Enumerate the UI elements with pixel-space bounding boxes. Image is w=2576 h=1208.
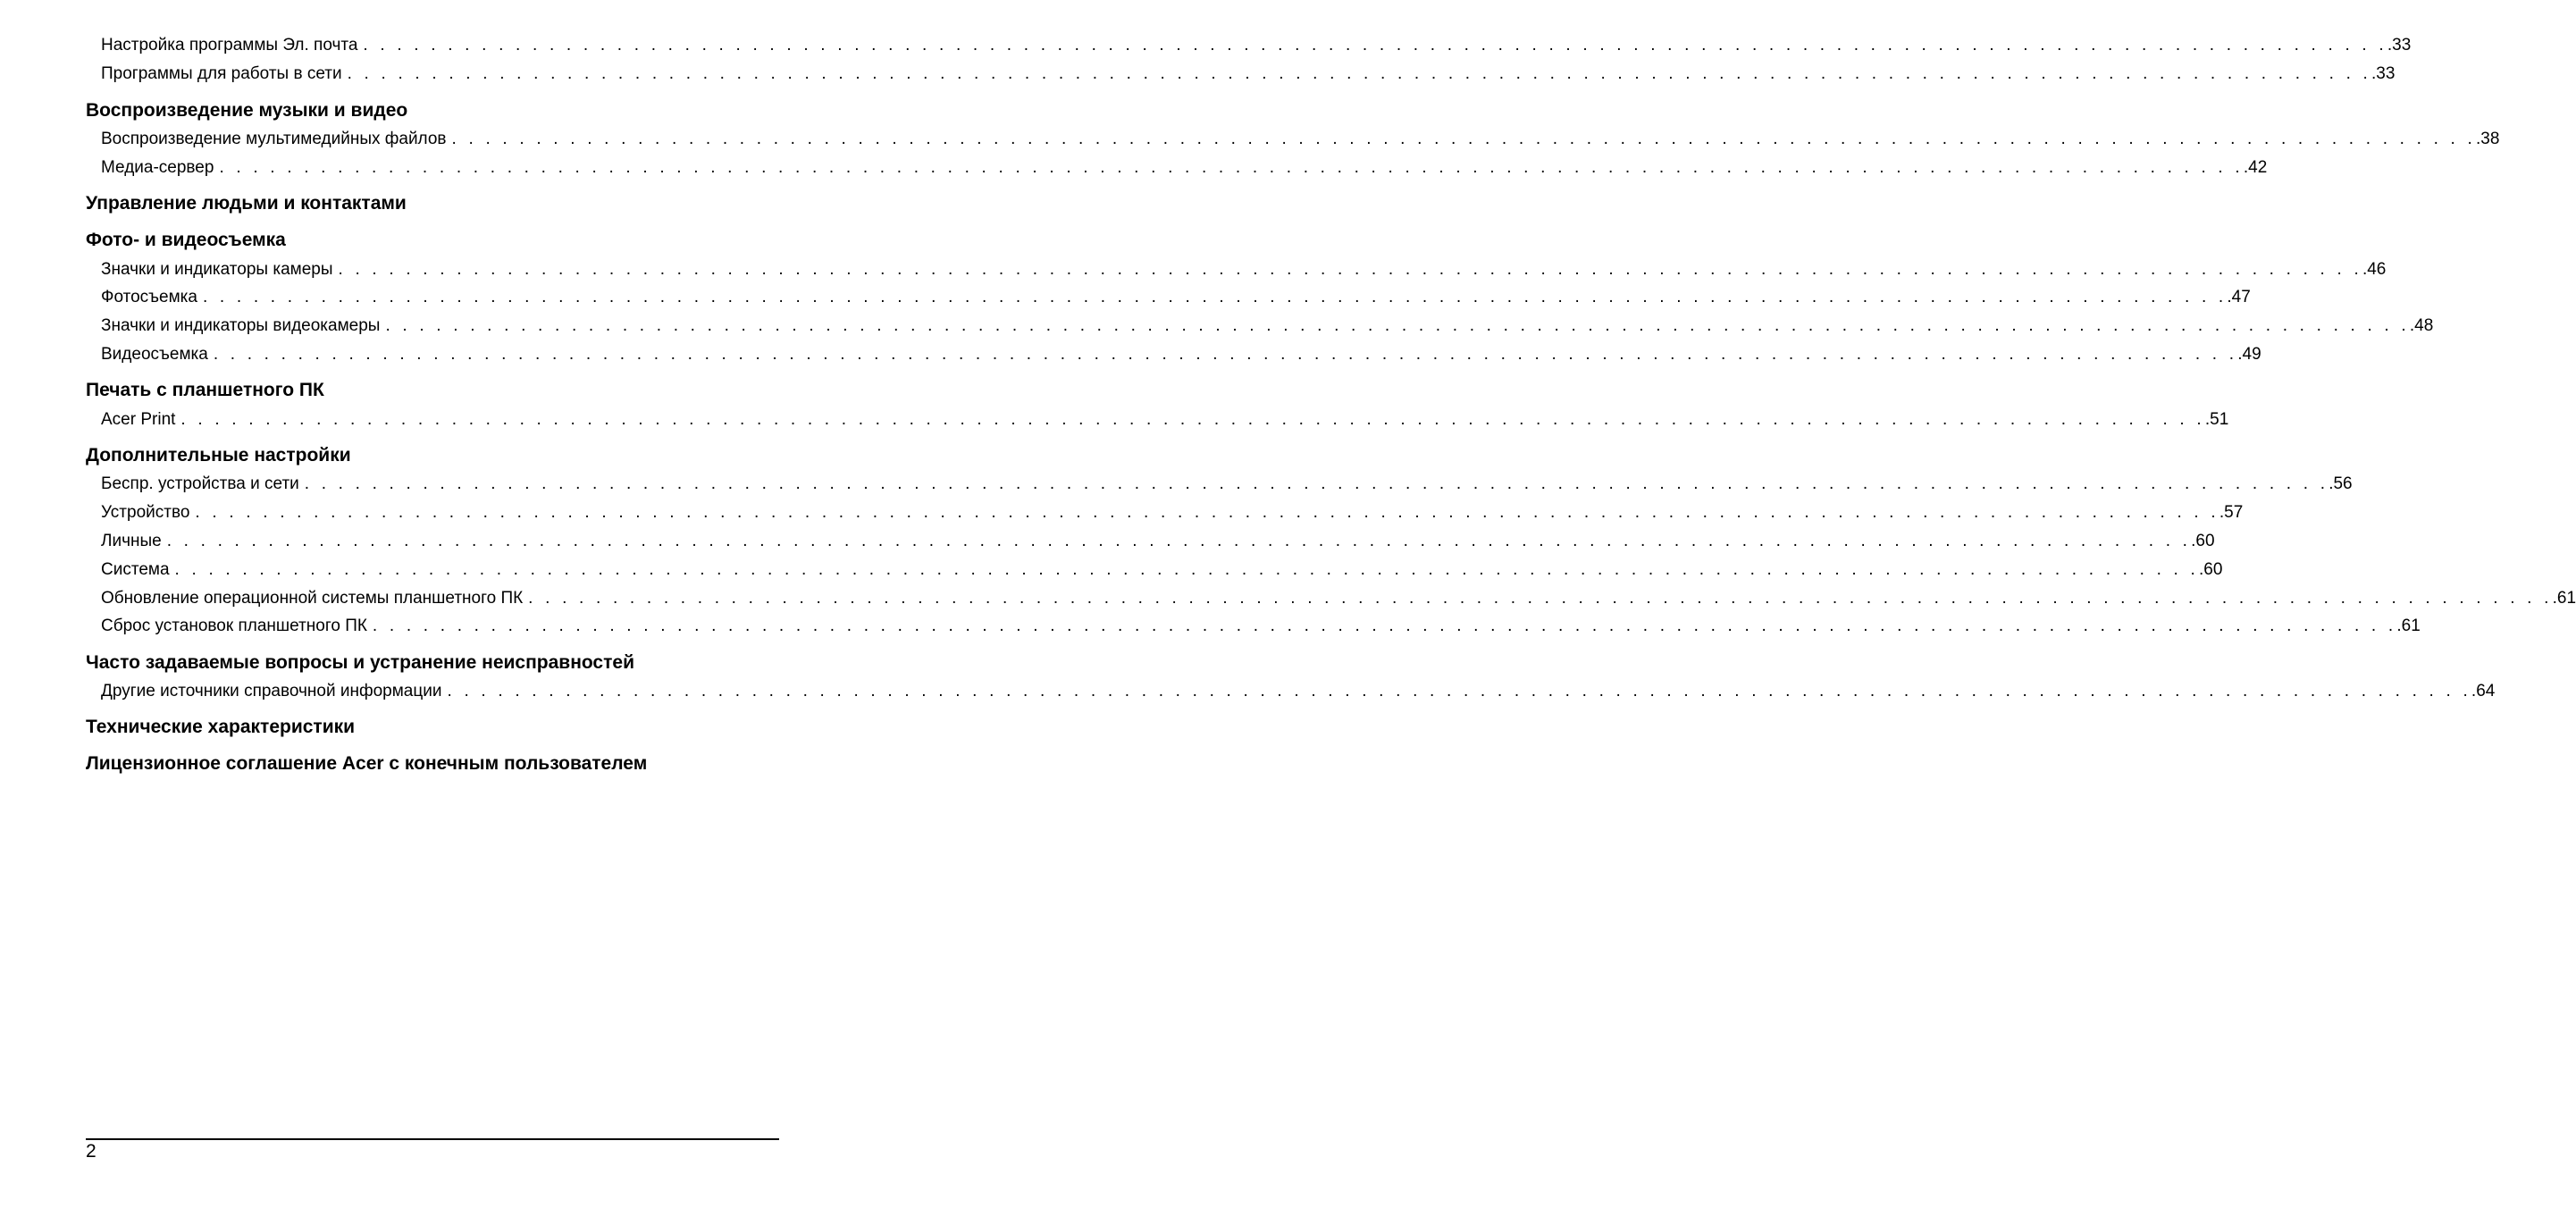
toc-entry-title: Программы для работы в сети	[101, 64, 342, 83]
toc-entry-page: .56	[2328, 474, 2353, 493]
toc-entry-page: .33	[2387, 36, 2412, 55]
toc-entry-page: .42	[2243, 158, 2268, 177]
dot-leader: . . . . . . . . . . . . . . . . . . . . . . . . . . . . . . . . . . . . . . . . . . . . . . . . . . . . . . . . . . . . . . . . . . . . . . . . . . . . . . . . . . . . . . . . . . . . . . . . . . . . . . . . . . . . . . . . . . . . . . . .	[166, 532, 2192, 550]
toc-section-heading: Воспроизведение музыки и видео	[86, 100, 408, 121]
toc-section-heading: Технические характеристики	[86, 717, 356, 737]
toc-section-heading: Фото- и видеосъемка	[86, 230, 286, 250]
toc-entry	[101, 288, 2251, 307]
toc-section-heading: Дополнительные настройки	[86, 445, 351, 466]
toc-entry-page: .38	[2475, 130, 2500, 148]
toc-entry-page: .60	[2198, 560, 2223, 579]
toc-entry	[101, 560, 2223, 580]
toc-section-heading: Часто задаваемые вопросы и устранение неисправностей	[86, 652, 634, 673]
toc-entry	[101, 682, 2496, 701]
toc-entry-title: Значки и индикаторы видеокамеры	[101, 316, 381, 335]
toc-entry-title: Фотосъемка	[101, 288, 197, 306]
toc-entry-page: .61	[2396, 617, 2421, 635]
toc-section-heading: Печать с планшетного ПК	[86, 380, 324, 400]
toc-entry-title: Другие источники справочной информации	[101, 682, 442, 700]
toc-entry-title: Личные	[101, 532, 162, 550]
toc-entry	[101, 532, 2215, 551]
toc-entry-title: Система	[101, 560, 170, 579]
dot-leader: . . . . . . . . . . . . . . . . . . . . . . . . . . . . . . . . . . . . . . . . . . . . . . . . . . . . . . . . . . . . . . . . . . . . . . . . . . . . . . . . . . . . . . . . . . . . . . . . . . . . . . . . . . . . . . . . . . . . . . . .	[338, 260, 2362, 279]
toc-entry	[101, 474, 2353, 494]
toc-entry	[101, 158, 2268, 178]
dot-leader: . . . . . . . . . . . . . . . . . . . . . . . . . . . . . . . . . . . . . . . . . . . . . . . . . . . . . . . . . . . . . . . . . . . . . . . . . . . . . . . . . . . . . . . . . . . . . . . . . . . . . . . . . . . . . . . . . . . . . . . .	[363, 36, 2387, 55]
toc-entry-page: .33	[2371, 64, 2396, 83]
toc-entry	[101, 589, 2576, 608]
toc-entry-title: Значки и индикаторы камеры	[101, 260, 333, 279]
toc-entry-title: Сброс установок планшетного ПК	[101, 617, 367, 635]
dot-leader: . . . . . . . . . . . . . . . . . . . . . . . . . . . . . . . . . . . . . . . . . . . . . . . . . . . . . . . . . . . . . . . . . . . . . . . . . . . . . . . . . . . . . . . . . . . . . . . . . . . . . . . . . . . . . . . . . . . . . . . .	[213, 345, 2238, 364]
dot-leader: . . . . . . . . . . . . . . . . . . . . . . . . . . . . . . . . . . . . . . . . . . . . . . . . . . . . . . . . . . . . . . . . . . . . . . . . . . . . . . . . . . . . . . . . . . . . . . . . . . . . . . . . . . . . . . . . . . . . . . . .	[304, 474, 2329, 493]
toc-entry	[101, 260, 2387, 280]
toc-entry	[101, 316, 2434, 336]
toc-entry-title: Настройка программы Эл. почта	[101, 36, 358, 55]
toc-entry-page: .47	[2227, 288, 2251, 306]
toc-entry-title: Беспр. устройства и сети	[101, 474, 299, 493]
dot-leader: . . . . . . . . . . . . . . . . . . . . . . . . . . . . . . . . . . . . . . . . . . . . . . . . . . . . . . . . . . . . . . . . . . . . . . . . . . . . . . . . . . . . . . . . . . . . . . . . . . . . . . . . . . . . . . . . . . . . . . . .	[174, 560, 2199, 579]
toc-entry-page: .60	[2191, 532, 2215, 550]
toc-entry-page: .64	[2471, 682, 2496, 700]
toc-entry-title: Воспроизведение мультимедийных файлов	[101, 130, 447, 148]
toc-entry-title: Медиа-сервер	[101, 158, 214, 177]
dot-leader: . . . . . . . . . . . . . . . . . . . . . . . . . . . . . . . . . . . . . . . . . . . . . . . . . . . . . . . . . . . . . . . . . . . . . . . . . . . . . . . . . . . . . . . . . . . . . . . . . . . . . . . . . . . . . . . . . . . . . . . .	[202, 288, 2228, 306]
dot-leader: . . . . . . . . . . . . . . . . . . . . . . . . . . . . . . . . . . . . . . . . . . . . . . . . . . . . . . . . . . . . . . . . . . . . . . . . . . . . . . . . . . . . . . . . . . . . . . . . . . . . . . . . . . . . . . . . . . . . . . . .	[372, 617, 2397, 635]
dot-leader: . . . . . . . . . . . . . . . . . . . . . . . . . . . . . . . . . . . . . . . . . . . . . . . . . . . . . . . . . . . . . . . . . . . . . . . . . . . . . . . . . . . . . . . . . . . . . . . . . . . . . . . . . . . . . . . . . . . . . . . .	[385, 316, 2410, 335]
toc-entry	[101, 130, 2500, 149]
dot-leader: . . . . . . . . . . . . . . . . . . . . . . . . . . . . . . . . . . . . . . . . . . . . . . . . . . . . . . . . . . . . . . . . . . . . . . . . . . . . . . . . . . . . . . . . . . . . . . . . . . . . . . . . . . . . . . . . . . . . . . . .	[195, 503, 2219, 522]
dot-leader: . . . . . . . . . . . . . . . . . . . . . . . . . . . . . . . . . . . . . . . . . . . . . . . . . . . . . . . . . . . . . . . . . . . . . . . . . . . . . . . . . . . . . . . . . . . . . . . . . . . . . . . . . . . . . . . . . . . . . . . .	[347, 64, 2372, 83]
toc-entry	[101, 64, 2396, 84]
toc-entry	[101, 617, 2421, 636]
toc-entry-title: Acer Print	[101, 410, 176, 429]
toc-entry-title: Обновление операционной системы планшетного ПК	[101, 589, 524, 608]
toc-entry	[101, 503, 2244, 523]
toc-entry-page: .57	[2219, 503, 2244, 522]
toc-entry-title: Видеосъемка	[101, 345, 208, 364]
footer-rule	[86, 1138, 779, 1140]
dot-leader: . . . . . . . . . . . . . . . . . . . . . . . . . . . . . . . . . . . . . . . . . . . . . . . . . . . . . . . . . . . . . . . . . . . . . . . . . . . . . . . . . . . . . . . . . . . . . . . . . . . . . . . . . . . . . . . . . . . . . . . .	[180, 410, 2205, 429]
toc-entry-page: .48	[2409, 316, 2434, 335]
toc-entry-title: Устройство	[101, 503, 190, 522]
toc-section-heading: Лицензионное соглашение Acer с конечным пользователем	[86, 753, 648, 774]
toc-entry-page: .46	[2362, 260, 2387, 279]
dot-leader: . . . . . . . . . . . . . . . . . . . . . . . . . . . . . . . . . . . . . . . . . . . . . . . . . . . . . . . . . . . . . . . . . . . . . . . . . . . . . . . . . . . . . . . . . . . . . . . . . . . . . . . . . . . . . . . . . . . . . . . .	[219, 158, 2244, 177]
dot-leader: . . . . . . . . . . . . . . . . . . . . . . . . . . . . . . . . . . . . . . . . . . . . . . . . . . . . . . . . . . . . . . . . . . . . . . . . . . . . . . . . . . . . . . . . . . . . . . . . . . . . . . . . . . . . . . . . . . . . . . . .	[451, 130, 2476, 148]
toc-entry-page: .61	[2552, 589, 2576, 608]
toc-section-heading: Управление людьми и контактами	[86, 193, 407, 214]
toc-entry	[101, 410, 2229, 430]
page-number: 2	[86, 1141, 96, 1162]
toc-entry	[101, 36, 2412, 55]
toc-entry	[101, 345, 2261, 365]
toc-entry-page: .51	[2204, 410, 2229, 429]
dot-leader: . . . . . . . . . . . . . . . . . . . . . . . . . . . . . . . . . . . . . . . . . . . . . . . . . . . . . . . . . . . . . . . . . . . . . . . . . . . . . . . . . . . . . . . . . . . . . . . . . . . . . . . . . . . . . . . . . . . . . . . .	[447, 682, 2471, 700]
toc-entry-page: .49	[2237, 345, 2261, 364]
dot-leader: . . . . . . . . . . . . . . . . . . . . . . . . . . . . . . . . . . . . . . . . . . . . . . . . . . . . . . . . . . . . . . . . . . . . . . . . . . . . . . . . . . . . . . . . . . . . . . . . . . . . . . . . . . . . . . . . . . . . . . . .	[528, 589, 2553, 608]
